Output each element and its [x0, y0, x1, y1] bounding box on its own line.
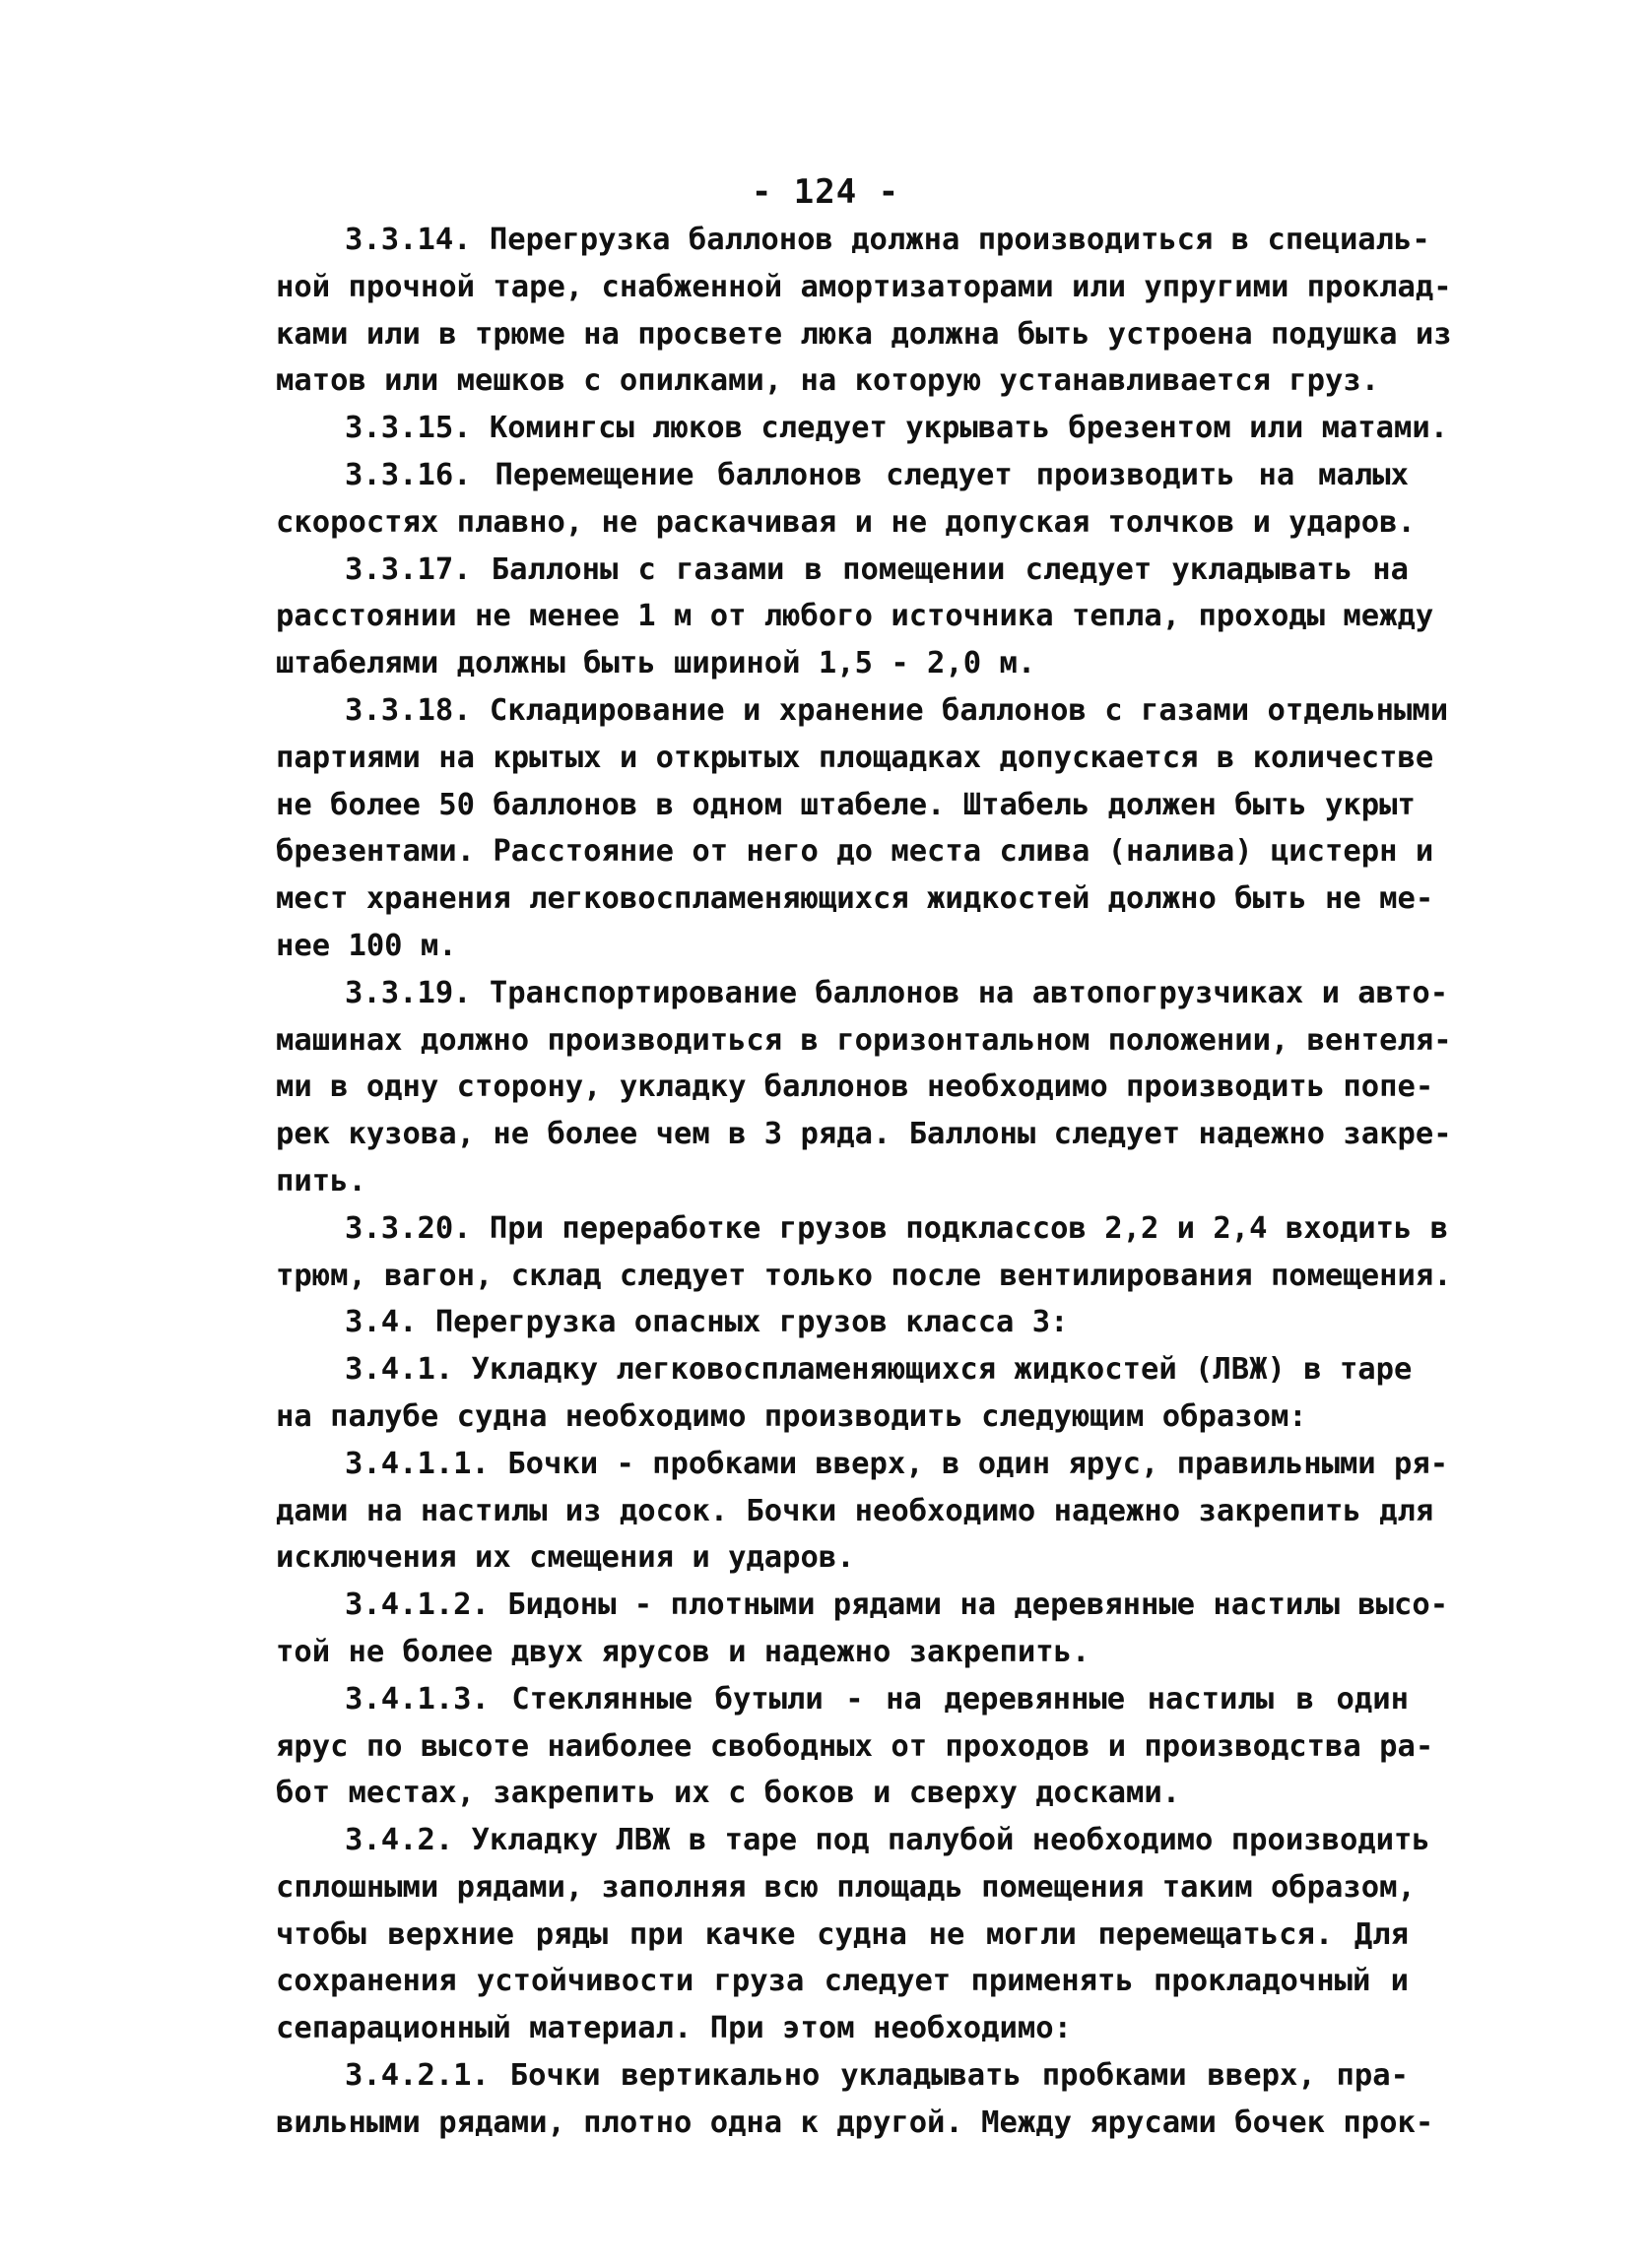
text-line: 3.4.2.1. Бочки вертикально укладывать пробками вверх, пра-: [345, 2058, 1409, 2094]
text-line: сохранения устойчивости груза следует применять прокладочный и: [276, 1964, 1409, 1999]
paragraph: [276, 452, 1416, 547]
text-line: штабелями должны быть шириной 1,5 - 2,0 м.: [276, 646, 1036, 681]
paragraph: [276, 970, 1452, 1205]
text-line: расстоянии не менее 1 м от любого источника тепла, проходы между: [276, 599, 1434, 634]
paragraph: [276, 2052, 1434, 2147]
text-line: ми в одну сторону, укладку баллонов необходимо производить попе-: [276, 1069, 1434, 1105]
text-line: 3.4.1.2. Бидоны - плотными рядами на деревянные настилы высо-: [345, 1588, 1449, 1623]
paragraph: [276, 1346, 1413, 1441]
text-line: бот местах, закрепить их с боков и сверху досками.: [276, 1776, 1181, 1811]
text-line: дами на настилы из досок. Бочки необходимо надежно закрепить для: [276, 1493, 1434, 1528]
paragraph: [276, 687, 1449, 970]
text-line: 3.4.1. Укладку легковоспламеняющихся жидкостей (ЛВЖ) в таре: [345, 1352, 1413, 1388]
text-line: той не более двух ярусов и надежно закрепить.: [276, 1634, 1090, 1669]
text-line: на палубе судна необходимо производить следующим образом:: [276, 1398, 1307, 1434]
text-line: 3.3.15. Комингсы люков следует укрывать брезентом или матами.: [345, 411, 1449, 446]
text-line: 3.4.1.1. Бочки - пробками вверх, в один ярус, правильными ря-: [345, 1446, 1449, 1481]
text-line: ками или в трюме на просвете люка должна быть устроена подушка из: [276, 316, 1452, 352]
text-line: 3.4. Перегрузка опасных грузов класса 3:: [345, 1305, 1069, 1340]
text-line: 3.3.17. Баллоны с газами в помещении следует укладывать на: [345, 551, 1409, 587]
text-line: 3.3.16. Перемещение баллонов следует производить на малых: [345, 457, 1409, 492]
page-number: - 124 -: [751, 172, 900, 212]
text-line: сепарационный материал. При этом необходимо:: [276, 2011, 1072, 2046]
text-line: 3.4.1.3. Стеклянные бутыли - на деревянные настилы в один: [345, 1681, 1409, 1717]
text-line: рек кузова, не более чем в 3 ряда. Баллоны следует надежно закре-: [276, 1117, 1452, 1152]
text-line: ной прочной таре, снабженной амортизаторами или упругими проклад-: [276, 269, 1452, 304]
paragraph: [276, 547, 1434, 687]
paragraph: [276, 1582, 1449, 1676]
text-line: сплошными рядами, заполняя всю площадь помещения таким образом,: [276, 1869, 1416, 1905]
text-line: 3.4.2. Укладку ЛВЖ в таре под палубой необходимо производить: [345, 1823, 1430, 1858]
text-line: пить.: [276, 1163, 366, 1199]
text-line: трюм, вагон, склад следует только после вентилирования помещения.: [276, 1258, 1452, 1293]
text-line: мест хранения легковоспламеняющихся жидкостей должно быть не ме-: [276, 881, 1434, 917]
text-line: нее 100 м.: [276, 928, 457, 963]
text-line: машинах должно производиться в горизонтальном положении, вентеля-: [276, 1022, 1452, 1058]
document-body: [276, 217, 1452, 2147]
text-line: матов или мешков с опилками, на которую устанавливается груз.: [276, 363, 1380, 399]
paragraph: [276, 1676, 1434, 1817]
paragraph: [276, 1205, 1452, 1300]
text-line: 3.3.20. При переработке грузов подклассов 2,2 и 2,4 входить в: [345, 1210, 1449, 1246]
text-line: партиями на крытых и открытых площадках допускается в количестве: [276, 740, 1434, 775]
paragraph: [276, 1817, 1430, 2052]
text-line: 3.3.18. Складирование и хранение баллонов с газами отдельными: [345, 692, 1449, 728]
text-line: 3.3.19. Транспортирование баллонов на автопогрузчиках и авто-: [345, 975, 1449, 1010]
text-line: скоростях плавно, не раскачивая и не допуская толчков и ударов.: [276, 504, 1416, 540]
text-line: чтобы верхние ряды при качке судна не могли перемещаться. Для: [276, 1916, 1409, 1952]
text-line: вильными рядами, плотно одна к другой. Между ярусами бочек прок-: [276, 2105, 1434, 2140]
paragraph: [276, 405, 1449, 452]
paragraph: [276, 1441, 1449, 1582]
text-line: исключения их смещения и ударов.: [276, 1540, 855, 1576]
text-line: ярус по высоте наиболее свободных от проходов и производства ра-: [276, 1728, 1434, 1764]
text-line: 3.3.14. Перегрузка баллонов должна производиться в специаль-: [345, 223, 1430, 257]
text-line: брезентами. Расстояние от него до места слива (налива) цистерн и: [276, 834, 1434, 870]
text-line: не более 50 баллонов в одном штабеле. Штабель должен быть укрыт: [276, 787, 1416, 822]
paragraph: [276, 1299, 1409, 1346]
paragraph: [276, 217, 1452, 405]
